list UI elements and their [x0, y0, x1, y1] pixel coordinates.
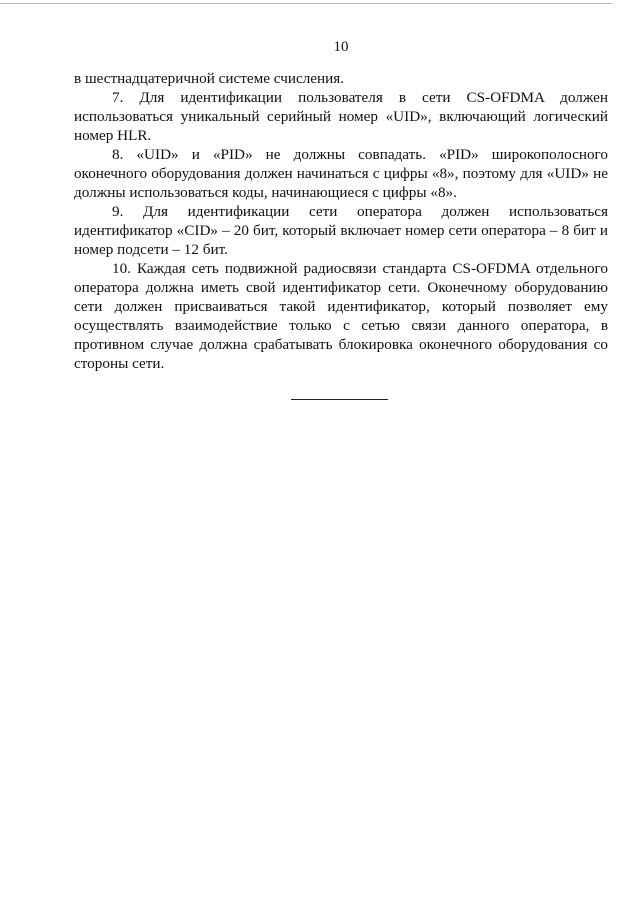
paragraph-continuation: в шестнадцатеричной системе счисления.	[74, 70, 345, 87]
top-scan-edge-line	[0, 3, 612, 4]
document-body	[74, 69, 608, 373]
paragraph-8-uid-pid: 8. «UID» и «PID» не должны совпадать. «PID» широкополосного оконечного оборудования должен начинаться с цифры «8», поэтому для «UID» не должны использоваться коды, начинающиеся с цифры «8».	[74, 146, 608, 201]
paragraph-10-operator-network-id: 10. Каждая сеть подвижной радиосвязи стандарта CS-OFDMA отдельного оператора должна иметь свой идентификатор сети. Оконечному оборудованию сети должен присваиваться такой идентификатор, который позволяет ему осуществлять взаимодействие только с сетью связи данного оператора, в противном случае должна срабатывать блокировка оконечного оборудования со стороны сети.	[74, 260, 608, 372]
paragraph-7-user-identification: 7. Для идентификации пользователя в сети CS-OFDMA должен использоваться уникальный серийный номер «UID», включающий логический номер HLR.	[74, 89, 608, 144]
end-of-document-line	[291, 399, 388, 400]
paragraph-9-network-identification: 9. Для идентификации сети оператора должен использоваться идентификатор «CID» – 20 бит, который включает номер сети оператора – 8 бит и номер подсети – 12 бит.	[74, 203, 608, 258]
page-number: 10	[333, 39, 349, 55]
